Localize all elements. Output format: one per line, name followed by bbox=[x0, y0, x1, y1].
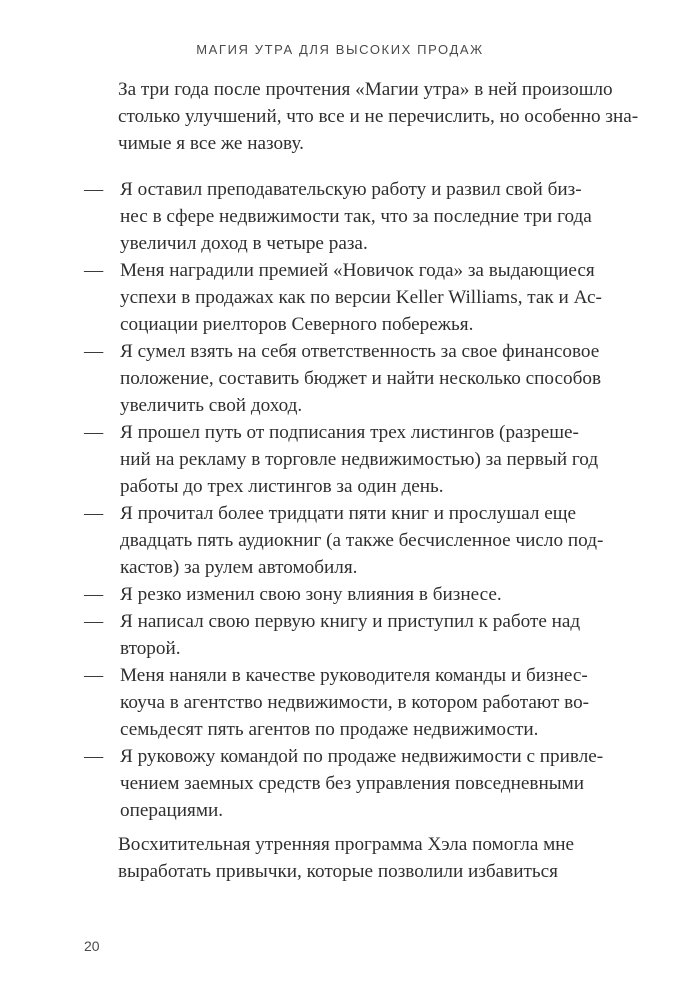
intro-paragraph bbox=[118, 76, 639, 157]
dash-bullet: — bbox=[84, 746, 104, 767]
item-line: работы до трех листингов за один день. bbox=[120, 476, 444, 497]
list-item bbox=[84, 500, 604, 581]
item-line: Я прочитал более тридцати пяти книг и прослушал еще bbox=[120, 503, 577, 524]
dash-bullet: — bbox=[84, 341, 104, 362]
item-line: Меня наградили премией «Новичок года» за выдающиеся bbox=[120, 260, 595, 281]
closing-line: Восхитительная утренняя программа Хэла помогла мне bbox=[118, 834, 575, 855]
dash-bullet: — bbox=[84, 422, 104, 443]
item-line: кастов) за рулем автомобиля. bbox=[120, 557, 358, 578]
item-line: Я резко изменил свою зону влияния в бизнесе. bbox=[120, 584, 502, 605]
dash-bullet: — bbox=[84, 260, 104, 281]
item-line: нес в сфере недвижимости так, что за последние три года bbox=[120, 206, 592, 227]
page-number: 20 bbox=[84, 938, 100, 954]
list-item bbox=[84, 608, 595, 662]
item-line: ний на рекламу в торговле недвижимостью) за первый год bbox=[120, 449, 599, 470]
item-line: успехи в продажах как по версии Keller Williams, так и Ас- bbox=[120, 287, 602, 308]
list-item bbox=[84, 338, 602, 419]
item-line: положение, составить бюджет и найти несколько способов bbox=[120, 368, 602, 389]
intro-line: чимые я все же назову. bbox=[118, 133, 304, 154]
dash-bullet: — bbox=[84, 584, 104, 605]
list-item bbox=[84, 419, 599, 500]
closing-line: выработать привычки, которые позволили избавиться bbox=[118, 861, 558, 882]
item-line: чением заемных средств без управления повседневными bbox=[120, 773, 585, 794]
dash-bullet: — bbox=[84, 179, 104, 200]
item-line: двадцать пять аудиокниг (а также бесчисленное число под- bbox=[120, 530, 604, 551]
list-item bbox=[84, 743, 604, 824]
dash-bullet: — bbox=[84, 503, 104, 524]
item-line: Меня наняли в качестве руководителя команды и бизнес- bbox=[120, 665, 588, 686]
list-item bbox=[84, 257, 602, 338]
item-line: второй. bbox=[120, 638, 181, 659]
dash-bullet: — bbox=[84, 665, 104, 686]
item-line: семьдесят пять агентов по продаже недвижимости. bbox=[120, 719, 539, 740]
list-item bbox=[84, 662, 595, 743]
item-line: увеличил доход в четыре раза. bbox=[120, 233, 368, 254]
item-line: коуча в агентство недвижимости, в котором работают во- bbox=[120, 692, 590, 713]
list-item bbox=[84, 581, 595, 608]
list-item bbox=[84, 176, 595, 257]
item-line: Я оставил преподавательскую работу и развил свой биз- bbox=[120, 179, 582, 200]
item-line: социации риелторов Северного побережья. bbox=[120, 314, 474, 335]
running-header: МАГИЯ УТРА ДЛЯ ВЫСОКИХ ПРОДАЖ bbox=[196, 42, 484, 57]
closing-paragraph bbox=[118, 831, 595, 885]
intro-line: За три года после прочтения «Магии утра» в ней произошло bbox=[118, 79, 613, 100]
item-line: Я сумел взять на себя ответственность за свое финансовое bbox=[120, 341, 600, 362]
intro-line: столько улучшений, что все и не перечислить, но особенно зна- bbox=[118, 106, 639, 127]
achievements-list bbox=[84, 176, 604, 824]
item-line: Я прошел путь от подписания трех листингов (разреше- bbox=[120, 422, 579, 443]
dash-bullet: — bbox=[84, 611, 104, 632]
item-line: Я руковожу командой по продаже недвижимости с привле- bbox=[120, 746, 604, 767]
item-line: увеличить свой доход. bbox=[120, 395, 303, 416]
item-line: Я написал свою первую книгу и приступил к работе над bbox=[120, 611, 581, 632]
item-line: операциями. bbox=[120, 800, 224, 821]
